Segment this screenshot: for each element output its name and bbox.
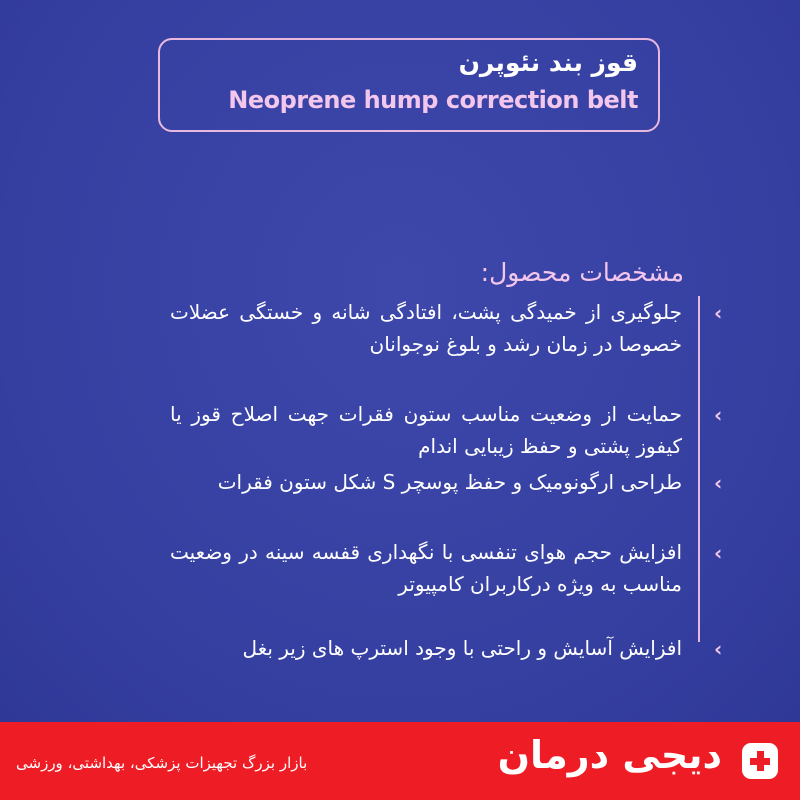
chevron-left-icon: ‹ (714, 403, 723, 427)
medical-cross-icon[interactable] (742, 743, 778, 779)
specs-heading: مشخصات محصول: (480, 258, 684, 287)
chevron-left-icon: ‹ (714, 301, 723, 325)
product-title-fa: قوز بند نئوپرن (458, 48, 638, 77)
spec-item-text: حمایت از وضعیت مناسب ستون فقرات جهت اصلاح قوز یا کیفوز پشتی و حفظ زیبایی اندام (170, 402, 682, 458)
title-box (158, 38, 660, 132)
spec-item-text: افزایش آسایش و راحتی با وجود استرپ های زیر بغل (242, 636, 682, 660)
chevron-left-icon: ‹ (714, 541, 723, 565)
spec-item-text: افزایش حجم هوای تنفسی با نگهداری قفسه سینه در وضعیت مناسب به ویژه درکاربران کامپیوتر (170, 540, 682, 596)
spec-item-text: جلوگیری از خمیدگی پشت، افتادگی شانه و خستگی عضلات خصوصا در زمان رشد و بلوغ نوجوانان (170, 300, 682, 356)
brand-tagline: بازار بزرگ تجهیزات پزشکی، بهداشتی، ورزشی (16, 754, 308, 772)
chevron-left-icon: ‹ (714, 637, 723, 661)
product-title-en: Neoprene hump correction belt (228, 86, 638, 114)
brand-logo-text[interactable]: دیجی درمان (497, 733, 722, 777)
chevron-left-icon: ‹ (714, 471, 723, 495)
footer-bar (0, 722, 800, 800)
spec-item-text: طراحی ارگونومیک و حفظ پوسچر S شکل ستون فقرات (217, 470, 682, 494)
specs-list (108, 296, 723, 661)
